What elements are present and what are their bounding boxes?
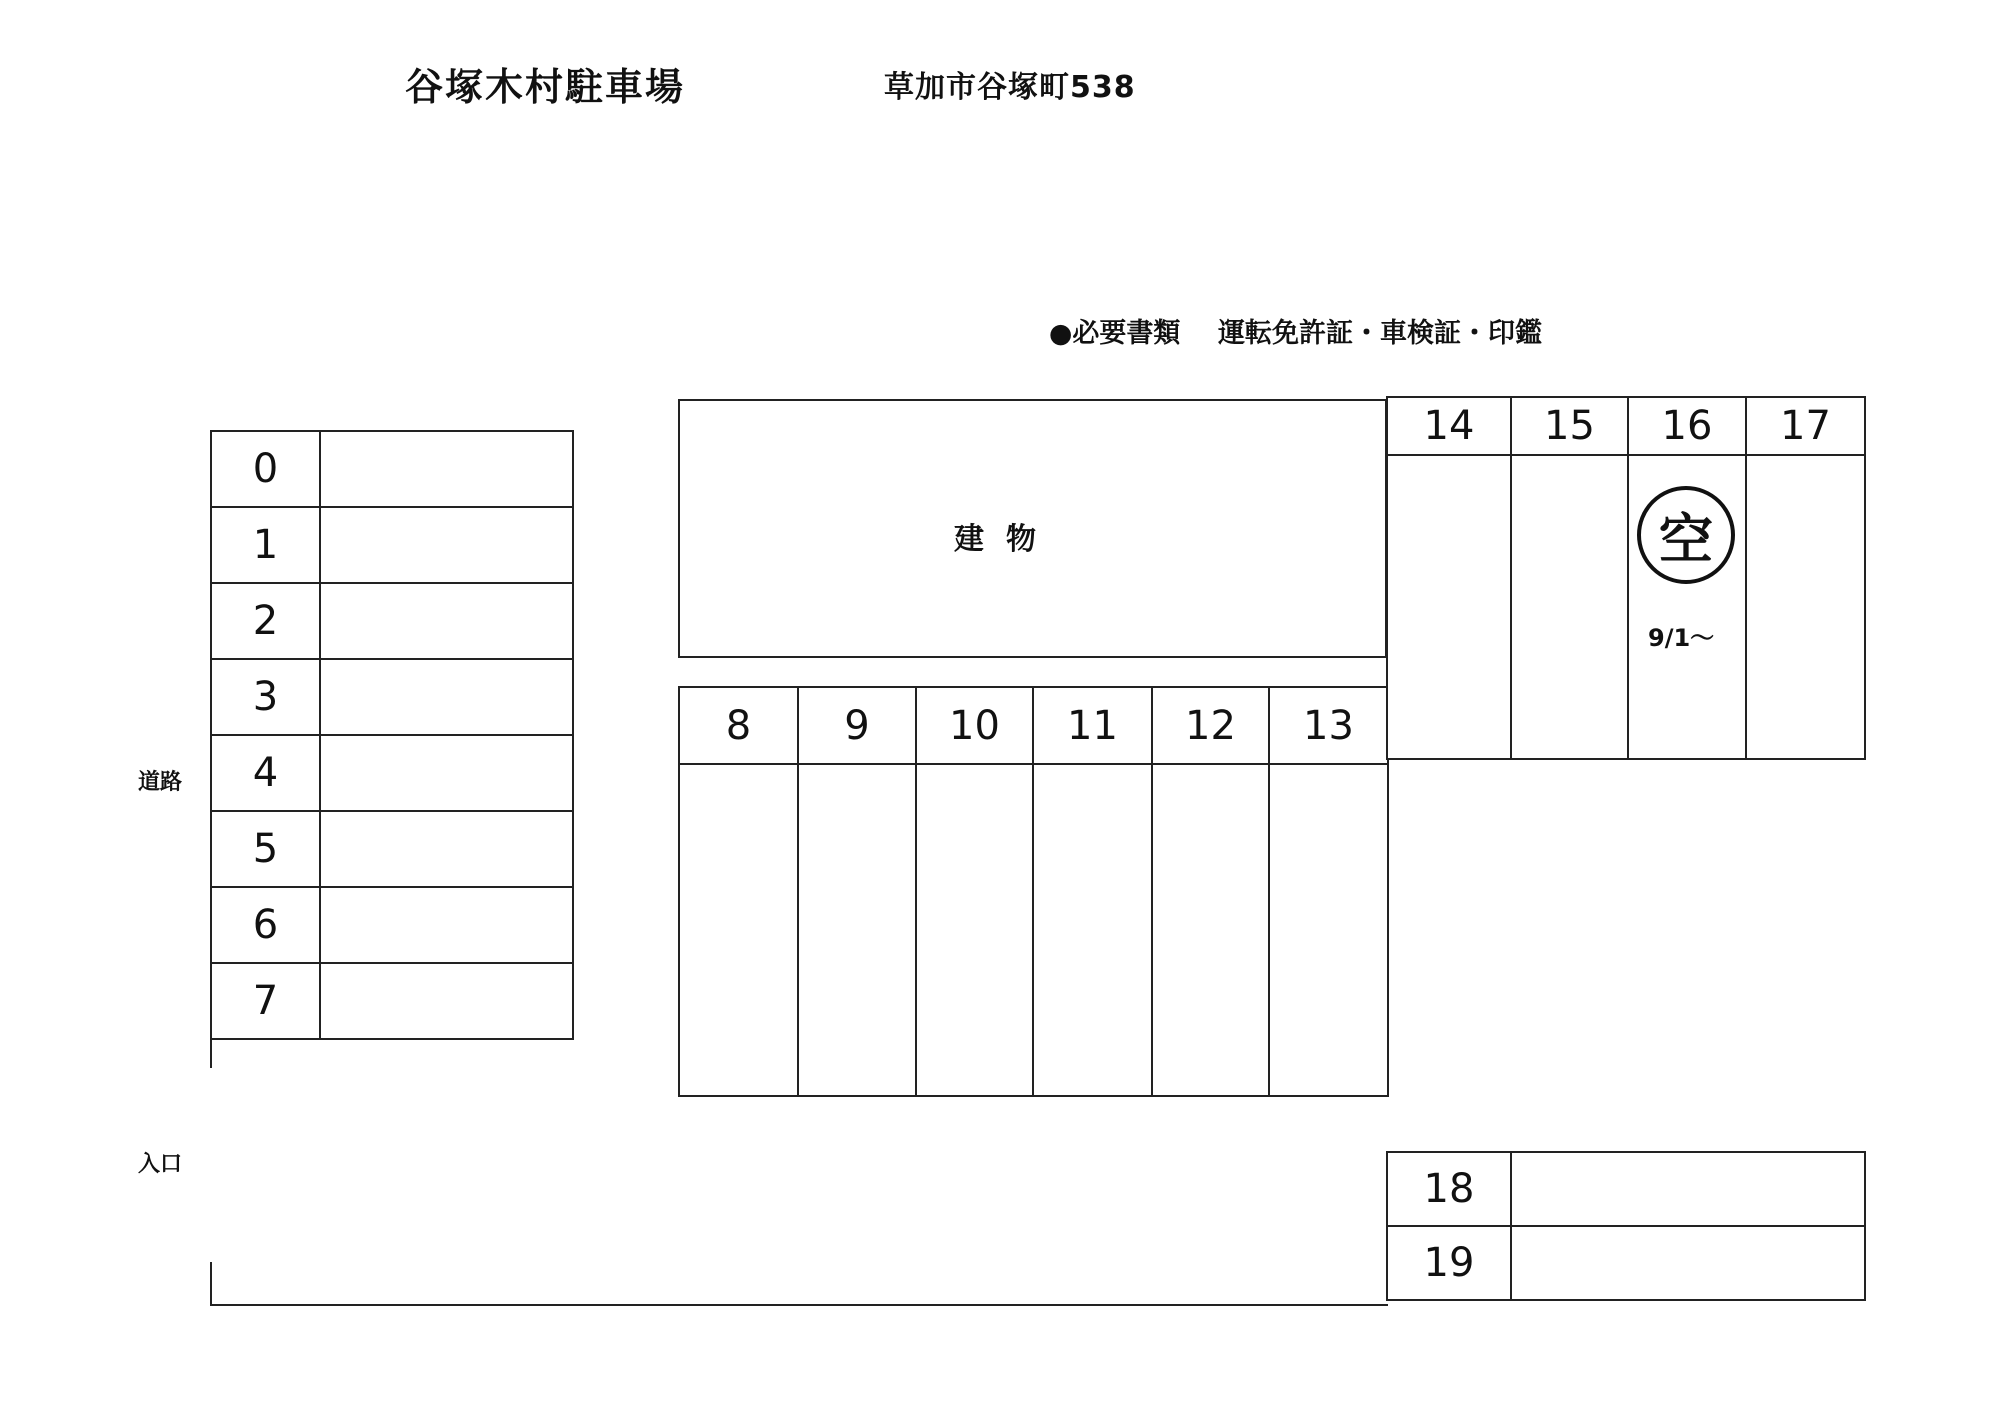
vacant-date: 9/1～ bbox=[1648, 624, 1715, 652]
space-number-16: 16 bbox=[1661, 403, 1713, 449]
parking-space-9 bbox=[797, 763, 917, 1097]
bullet-icon: ● bbox=[1048, 318, 1073, 349]
parking-space-19 bbox=[1510, 1225, 1866, 1301]
space-number-1: 1 bbox=[252, 522, 279, 568]
space-number-19: 19 bbox=[1423, 1240, 1475, 1286]
space-number-15: 15 bbox=[1544, 403, 1595, 449]
parking-space-0 bbox=[319, 430, 574, 508]
left-boundary-stub bbox=[210, 1038, 212, 1068]
required-documents-items: 運転免許証・車検証・印鑑 bbox=[1217, 318, 1542, 349]
required-documents bbox=[1030, 280, 1542, 350]
parking-space-2 bbox=[319, 582, 574, 660]
space-number-13: 13 bbox=[1303, 702, 1354, 749]
space-number-4: 4 bbox=[252, 750, 279, 796]
space-number-12: 12 bbox=[1185, 702, 1236, 749]
parking-space-11 bbox=[1032, 763, 1153, 1097]
space-number-8: 8 bbox=[725, 702, 752, 749]
entrance-label: 入口 bbox=[138, 1152, 183, 1177]
space-number-3: 3 bbox=[252, 674, 279, 720]
space-number-10: 10 bbox=[949, 702, 1000, 749]
space-number-2: 2 bbox=[252, 598, 279, 644]
vacant-mark bbox=[1637, 486, 1735, 584]
page-title: 谷塚木村駐車場 bbox=[405, 65, 686, 109]
required-documents-label: 必要書類 bbox=[1072, 318, 1181, 349]
space-number-17: 17 bbox=[1780, 403, 1831, 449]
space-number-0: 0 bbox=[252, 446, 279, 492]
parking-space-3 bbox=[319, 658, 574, 736]
address-text: 草加市谷塚町538 bbox=[884, 70, 1136, 105]
bottom-boundary-line bbox=[210, 1304, 1388, 1306]
building-label: 建物 bbox=[954, 522, 1058, 557]
parking-space-10 bbox=[915, 763, 1034, 1097]
parking-space-8 bbox=[678, 763, 799, 1097]
space-number-11: 11 bbox=[1067, 702, 1118, 749]
parking-space-1 bbox=[319, 506, 574, 584]
space-number-9: 9 bbox=[844, 702, 870, 749]
parking-space-6 bbox=[319, 886, 574, 964]
road-label: 道路 bbox=[138, 770, 183, 795]
parking-space-18 bbox=[1510, 1151, 1866, 1227]
space-number-7: 7 bbox=[252, 978, 279, 1024]
parking-space-14 bbox=[1386, 454, 1512, 760]
parking-space-13 bbox=[1268, 763, 1389, 1097]
parking-space-15 bbox=[1510, 454, 1629, 760]
bottom-left-stub bbox=[210, 1262, 212, 1306]
parking-space-5 bbox=[319, 810, 574, 888]
parking-space-4 bbox=[319, 734, 574, 812]
space-number-18: 18 bbox=[1423, 1166, 1475, 1212]
space-number-5: 5 bbox=[252, 826, 279, 872]
vacant-mark-text: 空 bbox=[1659, 507, 1713, 571]
parking-space-17 bbox=[1745, 454, 1866, 760]
space-number-6: 6 bbox=[252, 902, 279, 948]
parking-space-7 bbox=[319, 962, 574, 1040]
parking-space-12 bbox=[1151, 763, 1270, 1097]
space-number-14: 14 bbox=[1423, 403, 1475, 449]
